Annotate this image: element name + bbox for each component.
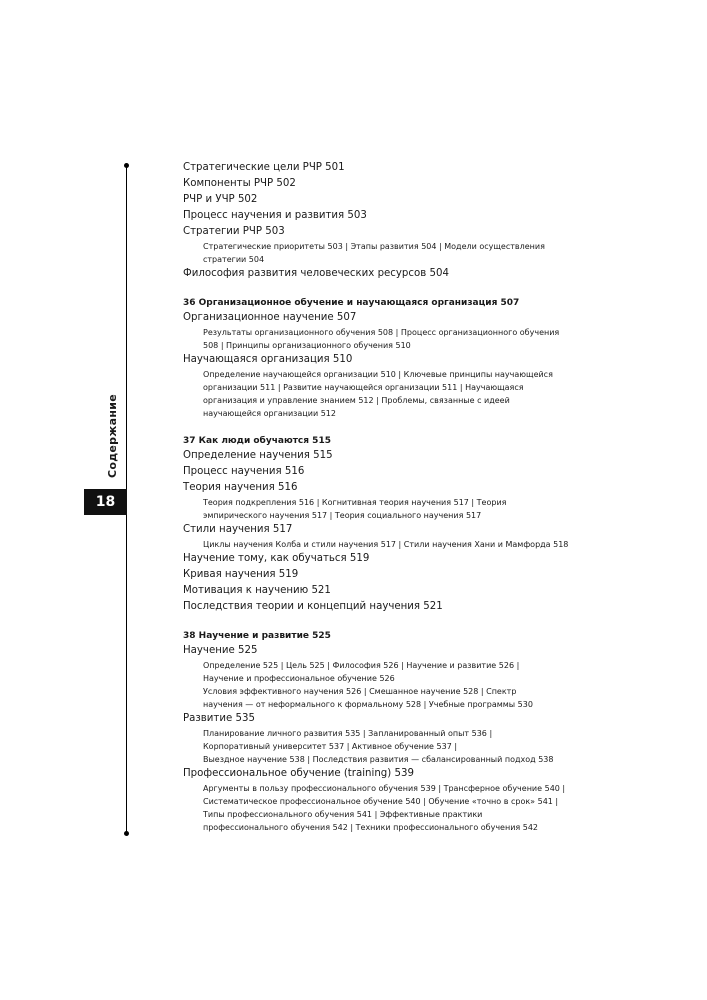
- toc-subentry-line: Типы профессионального обучения 541 | Эффективные практики: [203, 810, 483, 819]
- toc-entry: Компоненты РЧР 502: [183, 178, 296, 189]
- margin-line-top-dot: [124, 163, 129, 168]
- toc-entry: Мотивация к научению 521: [183, 585, 331, 596]
- toc-subentry-line: Определение научающейся организации 510 | Ключевые принципы научающейся: [203, 370, 553, 379]
- toc-entry: Профессиональное обучение (training) 539: [183, 768, 414, 779]
- toc-subentry-line: Циклы научения Колба и стили научения 517 | Стили научения Хани и Мамфорда 518: [203, 540, 569, 549]
- toc-entry: Развитие 535: [183, 713, 255, 724]
- toc-entry: Научение 525: [183, 645, 258, 656]
- margin-line-bottom-dot: [124, 831, 129, 836]
- toc-subentry-line: Теория подкрепления 516 | Когнитивная теория научения 517 | Теория: [203, 498, 507, 507]
- toc-entry: Философия развития человеческих ресурсов 504: [183, 268, 449, 279]
- toc-subentry-line: Систематическое профессиональное обучение 540 | Обучение «точно в срок» 541 |: [203, 797, 559, 806]
- toc-subentry-line: Условия эффективного научения 526 | Смешанное научение 528 | Спектр: [203, 687, 517, 696]
- toc-subentry-line: стратегии 504: [203, 255, 265, 264]
- table-of-contents: [183, 160, 593, 834]
- toc-entry: Научающаяся организация 510: [183, 354, 353, 365]
- toc-subentry-line: Результаты организационного обучения 508 | Процесс организационного обучения: [203, 328, 560, 337]
- toc-subentry-line: Стратегические приоритеты 503 | Этапы развития 504 | Модели осуществления: [203, 242, 545, 251]
- toc-entry: РЧР и УЧР 502: [183, 194, 258, 205]
- toc-subentry-line: Аргументы в пользу профессионального обучения 539 | Трансферное обучение 540 |: [203, 784, 566, 793]
- chapter-heading: 36 Организационное обучение и научающаяся организация 507: [183, 298, 520, 308]
- toc-subentry-line: организация и управление знанием 512 | Проблемы, связанные с идеей: [203, 396, 510, 405]
- toc-entry: Стратегические цели РЧР 501: [183, 162, 345, 173]
- toc-subentry-line: профессионального обучения 542 | Техники профессионального обучения 542: [203, 823, 539, 832]
- toc-subentry-line: эмпирического научения 517 | Теория социального научения 517: [203, 511, 482, 520]
- toc-subentry-line: Корпоративный университет 537 | Активное обучение 537 |: [203, 742, 458, 751]
- toc-entry: Последствия теории и концепций научения 521: [183, 601, 443, 612]
- toc-subentry-line: Планирование личного развития 535 | Запланированный опыт 536 |: [203, 729, 493, 738]
- toc-entry: Определение научения 515: [183, 450, 333, 461]
- page-number: 18: [84, 489, 127, 515]
- toc-entry: Теория научения 516: [183, 482, 298, 493]
- chapter-heading: 37 Как люди обучаются 515: [183, 436, 331, 446]
- toc-subentry-line: Определение 525 | Цель 525 | Философия 526 | Научение и развитие 526 |: [203, 661, 520, 670]
- toc-subentry-line: Научение и профессиональное обучение 526: [203, 674, 395, 683]
- toc-entry: Стили научения 517: [183, 524, 293, 535]
- section-label: Содержание: [106, 394, 119, 478]
- toc-subentry-line: Выездное научение 538 | Последствия развития — сбалансированный подход 538: [203, 755, 554, 764]
- toc-subentry-line: научающейся организации 512: [203, 409, 336, 418]
- toc-entry: Кривая научения 519: [183, 569, 299, 580]
- toc-entry: Организационное научение 507: [183, 312, 357, 323]
- toc-subentry-line: 508 | Принципы организационного обучения 510: [203, 341, 411, 350]
- toc-entry: Научение тому, как обучаться 519: [183, 553, 370, 564]
- chapter-heading: 38 Научение и развитие 525: [183, 631, 331, 641]
- toc-subentry-line: организации 511 | Развитие научающейся организации 511 | Научающаяся: [203, 383, 524, 392]
- toc-entry: Процесс научения и развития 503: [183, 210, 367, 221]
- toc-entry: Стратегии РЧР 503: [183, 226, 285, 237]
- toc-subentry-line: научения — от неформального к формальному 528 | Учебные программы 530: [203, 700, 533, 709]
- toc-entry: Процесс научения 516: [183, 466, 305, 477]
